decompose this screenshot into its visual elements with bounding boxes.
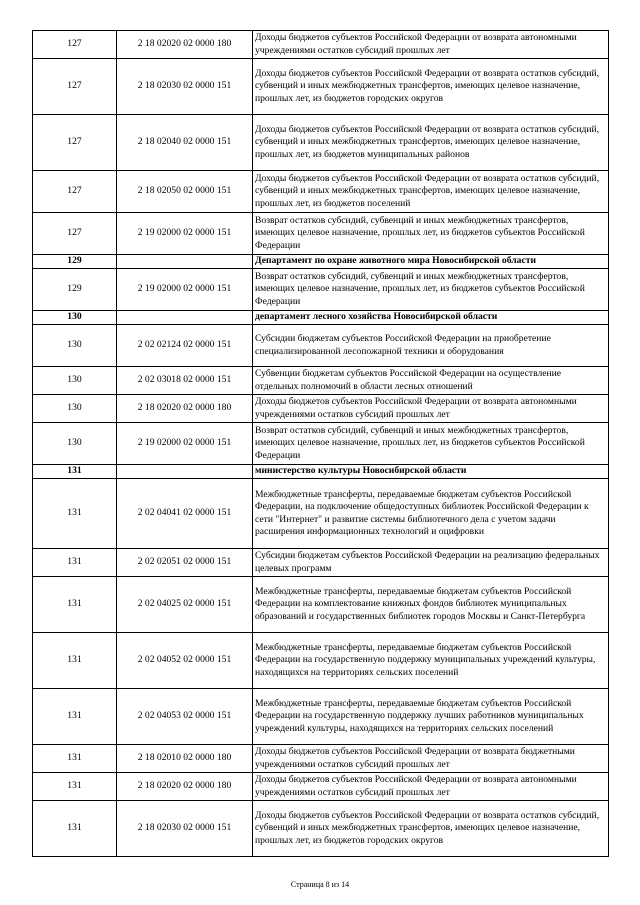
table-row [33, 31, 609, 59]
table-row [33, 171, 609, 213]
budget-code-cell: 2 18 02050 02 0000 151 [117, 171, 253, 213]
table-row [33, 773, 609, 801]
admin-code-cell: 130 [33, 423, 117, 465]
admin-code-cell: 129 [33, 255, 117, 269]
admin-code-cell: 130 [33, 367, 117, 395]
table-row [33, 549, 609, 577]
budget-code-cell [117, 465, 253, 479]
table-row [33, 367, 609, 395]
admin-code-cell: 127 [33, 115, 117, 171]
budget-code-cell: 2 02 04041 02 0000 151 [117, 479, 253, 549]
section-header-row [33, 255, 609, 269]
admin-code-cell: 129 [33, 269, 117, 311]
description-cell: Доходы бюджетов субъектов Российской Федерации от возврата остатков субсидий, субвенций и иных межбюджетных трансфертов, имеющих целевое назначение, прошлых лет, из бюджетов городских округов [253, 59, 609, 115]
admin-code-cell: 131 [33, 773, 117, 801]
budget-code-cell: 2 18 02020 02 0000 180 [117, 773, 253, 801]
description-cell: Межбюджетные трансферты, передаваемые бюджетам субъектов Российской Федерации, на подключение общедоступных библиотек Российской Федерации к сети "Интернет" и развитие системы библиотечного дела с учетом задачи расширения информационных технологий и оцифровки [253, 479, 609, 549]
table-row [33, 115, 609, 171]
table-row [33, 633, 609, 689]
budget-code-cell: 2 19 02000 02 0000 151 [117, 423, 253, 465]
description-cell: Доходы бюджетов субъектов Российской Федерации от возврата остатков субсидий, субвенций и иных межбюджетных трансфертов, имеющих целевое назначение, прошлых лет, из бюджетов поселений [253, 171, 609, 213]
admin-code-cell: 131 [33, 633, 117, 689]
table-row [33, 59, 609, 115]
budget-code-cell: 2 19 02000 02 0000 151 [117, 269, 253, 311]
description-cell: Межбюджетные трансферты, передаваемые бюджетам субъектов Российской Федерации на государственную поддержку муниципальных учреждений культуры, находящихся на территориях сельских поселений [253, 633, 609, 689]
budget-code-cell: 2 18 02010 02 0000 180 [117, 745, 253, 773]
admin-code-cell: 127 [33, 213, 117, 255]
description-cell: Межбюджетные трансферты, передаваемые бюджетам субъектов Российской Федерации на комплектование книжных фондов библиотек муниципальных образований и государственных библиотек городов Москвы и Санкт-Петербурга [253, 577, 609, 633]
table-row [33, 395, 609, 423]
table-row [33, 325, 609, 367]
revenue-codes-table [32, 30, 609, 857]
budget-code-cell [117, 255, 253, 269]
budget-code-cell: 2 18 02020 02 0000 180 [117, 395, 253, 423]
description-cell: Доходы бюджетов субъектов Российской Федерации от возврата остатков субсидий, субвенций и иных межбюджетных трансфертов, имеющих целевое назначение, прошлых лет, из бюджетов муниципальных районов [253, 115, 609, 171]
description-cell: Доходы бюджетов субъектов Российской Федерации от возврата бюджетными учреждениями остатков субсидий прошлых лет [253, 745, 609, 773]
budget-code-cell: 2 02 02124 02 0000 151 [117, 325, 253, 367]
table-row [33, 269, 609, 311]
budget-code-cell: 2 02 04025 02 0000 151 [117, 577, 253, 633]
budget-code-cell: 2 02 02051 02 0000 151 [117, 549, 253, 577]
admin-code-cell: 130 [33, 325, 117, 367]
budget-code-cell: 2 18 02030 02 0000 151 [117, 801, 253, 857]
description-cell: Возврат остатков субсидий, субвенций и иных межбюджетных трансфертов, имеющих целевое назначение, прошлых лет, из бюджетов субъектов Российской Федерации [253, 423, 609, 465]
admin-code-cell: 130 [33, 311, 117, 325]
table-row [33, 423, 609, 465]
budget-code-cell: 2 18 02040 02 0000 151 [117, 115, 253, 171]
admin-code-cell: 131 [33, 801, 117, 857]
admin-code-cell: 127 [33, 59, 117, 115]
description-cell: Доходы бюджетов субъектов Российской Федерации от возврата автономными учреждениями остатков субсидий прошлых лет [253, 31, 609, 59]
admin-code-cell: 131 [33, 549, 117, 577]
table-row [33, 213, 609, 255]
table-body [33, 31, 609, 857]
description-cell: Субсидии бюджетам субъектов Российской Федерации на реализацию федеральных целевых программ [253, 549, 609, 577]
description-cell: Возврат остатков субсидий, субвенций и иных межбюджетных трансфертов, имеющих целевое назначение, прошлых лет, из бюджетов субъектов Российской Федерации [253, 269, 609, 311]
description-cell: Возврат остатков субсидий, субвенций и иных межбюджетных трансфертов, имеющих целевое назначение, прошлых лет, из бюджетов субъектов Российской Федерации [253, 213, 609, 255]
budget-code-cell: 2 02 03018 02 0000 151 [117, 367, 253, 395]
admin-code-cell: 131 [33, 577, 117, 633]
section-header-row [33, 311, 609, 325]
budget-code-cell: 2 02 04053 02 0000 151 [117, 689, 253, 745]
description-cell: Доходы бюджетов субъектов Российской Федерации от возврата автономными учреждениями остатков субсидий прошлых лет [253, 395, 609, 423]
description-cell: Доходы бюджетов субъектов Российской Федерации от возврата остатков субсидий, субвенций и иных межбюджетных трансфертов, имеющих целевое назначение, прошлых лет, из бюджетов городских округов [253, 801, 609, 857]
description-cell: Субвенции бюджетам субъектов Российской Федерации на осуществление отдельных полномочий в области лесных отношений [253, 367, 609, 395]
description-cell: Межбюджетные трансферты, передаваемые бюджетам субъектов Российской Федерации на государственную поддержку лучших работников муниципальных учреждений культуры, находящихся на территориях сельских поселений [253, 689, 609, 745]
description-cell: департамент лесного хозяйства Новосибирской области [253, 311, 609, 325]
description-cell: Доходы бюджетов субъектов Российской Федерации от возврата автономными учреждениями остатков субсидий прошлых лет [253, 773, 609, 801]
admin-code-cell: 127 [33, 171, 117, 213]
table-row [33, 479, 609, 549]
section-header-row [33, 465, 609, 479]
admin-code-cell: 131 [33, 465, 117, 479]
budget-code-cell: 2 02 04052 02 0000 151 [117, 633, 253, 689]
budget-code-cell: 2 18 02020 02 0000 180 [117, 31, 253, 59]
page-footer: Страница 8 из 14 [290, 880, 350, 889]
table-row [33, 745, 609, 773]
budget-code-cell [117, 311, 253, 325]
table-row [33, 801, 609, 857]
admin-code-cell: 130 [33, 395, 117, 423]
description-cell: министерство культуры Новосибирской области [253, 465, 609, 479]
description-cell: Субсидии бюджетам субъектов Российской Федерации на приобретение специализированной лесопожарной техники и оборудования [253, 325, 609, 367]
admin-code-cell: 131 [33, 479, 117, 549]
admin-code-cell: 131 [33, 745, 117, 773]
budget-code-cell: 2 18 02030 02 0000 151 [117, 59, 253, 115]
budget-code-cell: 2 19 02000 02 0000 151 [117, 213, 253, 255]
table-row [33, 689, 609, 745]
admin-code-cell: 127 [33, 31, 117, 59]
description-cell: Департамент по охране животного мира Новосибирской области [253, 255, 609, 269]
table-row [33, 577, 609, 633]
admin-code-cell: 131 [33, 689, 117, 745]
